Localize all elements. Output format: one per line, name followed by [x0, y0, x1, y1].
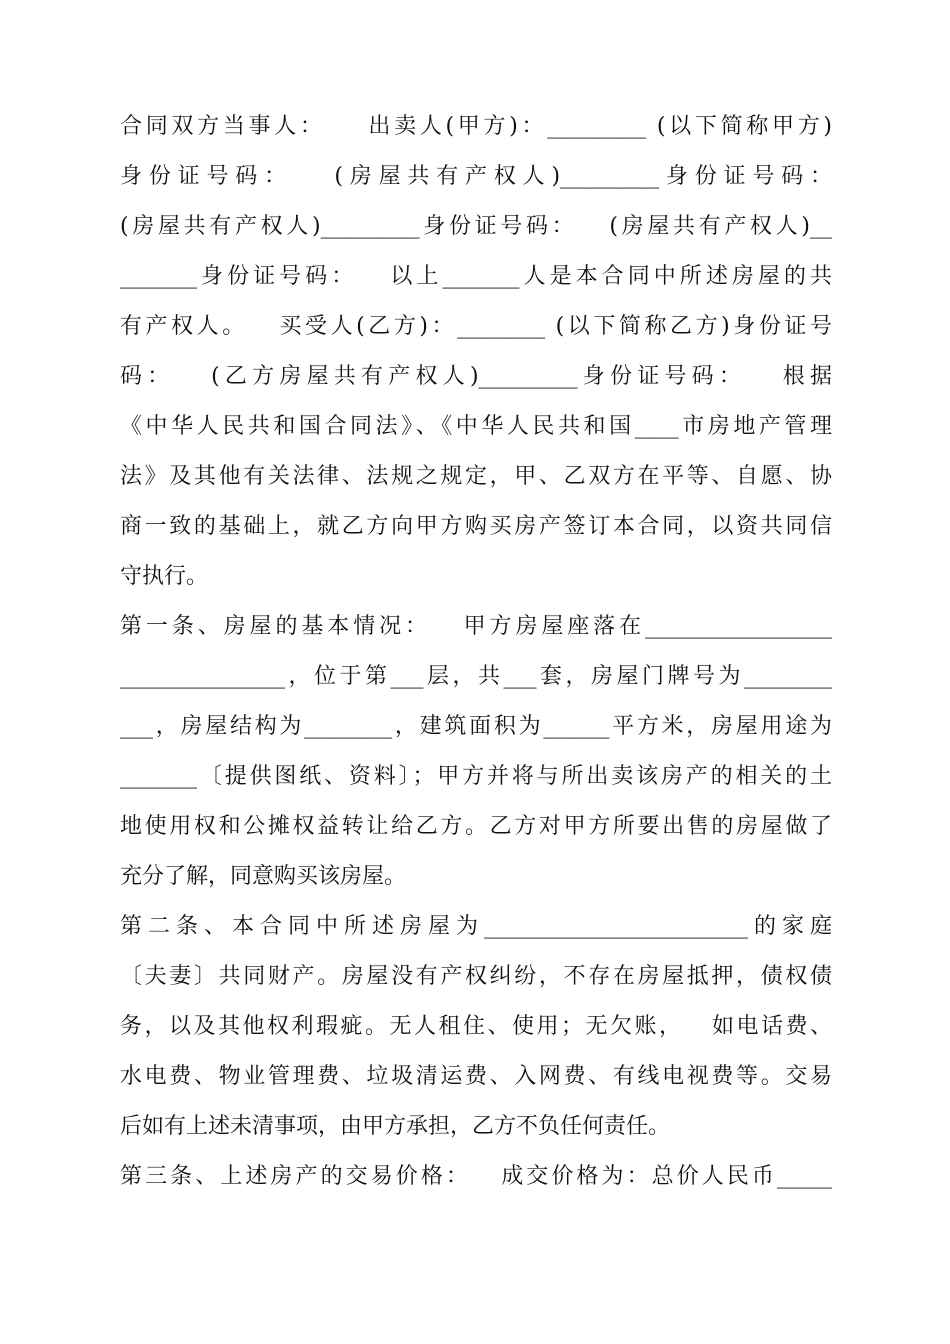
text-line: _______________，位于第___层，共___套，房屋门牌号为________	[120, 664, 832, 689]
text-line: 有产权人。 买受人(乙方)：________ (以下简称乙方)身份证号	[120, 314, 832, 339]
text-line: 商一致的基础上，就乙方向甲方购买房产签订本合同，以资共同信	[120, 514, 832, 539]
text-line: 后如有上述未清事项，由甲方承担，乙方不负任何责任。	[120, 1114, 671, 1139]
text-line: 第三条、上述房产的交易价格： 成交价格为：总价人民币_____	[120, 1164, 832, 1189]
text-line: 合同双方当事人： 出卖人(甲方)：_________ (以下简称甲方)	[120, 114, 832, 139]
text-line: 身份证号码： (房屋共有产权人)_________身份证号码：	[120, 164, 832, 189]
text-line: 水电费、物业管理费、垃圾清运费、入网费、有线电视费等。交易	[120, 1064, 832, 1089]
text-line: ___，房屋结构为________，建筑面积为______平方米，房屋用途为	[120, 714, 832, 739]
text-line: 地使用权和公摊权益转让给乙方。乙方对甲方所要出售的房屋做了	[120, 814, 832, 839]
text-line: 法》及其他有关法律、法规之规定，甲、乙双方在平等、自愿、协	[120, 464, 832, 489]
text-line: 守执行。	[120, 564, 209, 589]
text-line: 充分了解，同意购买该房屋。	[120, 864, 407, 889]
text-line: 《中华人民共和国合同法》、《中华人民共和国____市房地产管理	[120, 414, 832, 439]
text-line: (房屋共有产权人)_________身份证号码： (房屋共有产权人)__	[120, 214, 832, 239]
text-line: 码： (乙方房屋共有产权人)_________身份证号码： 根据	[120, 364, 832, 389]
text-line: 〔夫妻〕共同财产。房屋没有产权纠纷，不存在房屋抵押，债权债	[120, 964, 832, 989]
text-line: 第二条、本合同中所述房屋为________________________的家庭	[120, 914, 832, 939]
text-line: _______〔提供图纸、资料〕；甲方并将与所出卖该房产的相关的土	[120, 764, 832, 789]
text-line: _______身份证号码： 以上_______人是本合同中所述房屋的共	[120, 264, 832, 289]
text-line: 第一条、房屋的基本情况： 甲方房屋座落在_________________	[120, 614, 832, 639]
text-line: 务，以及其他权利瑕疵。无人租住、使用；无欠账， 如电话费、	[120, 1014, 832, 1039]
